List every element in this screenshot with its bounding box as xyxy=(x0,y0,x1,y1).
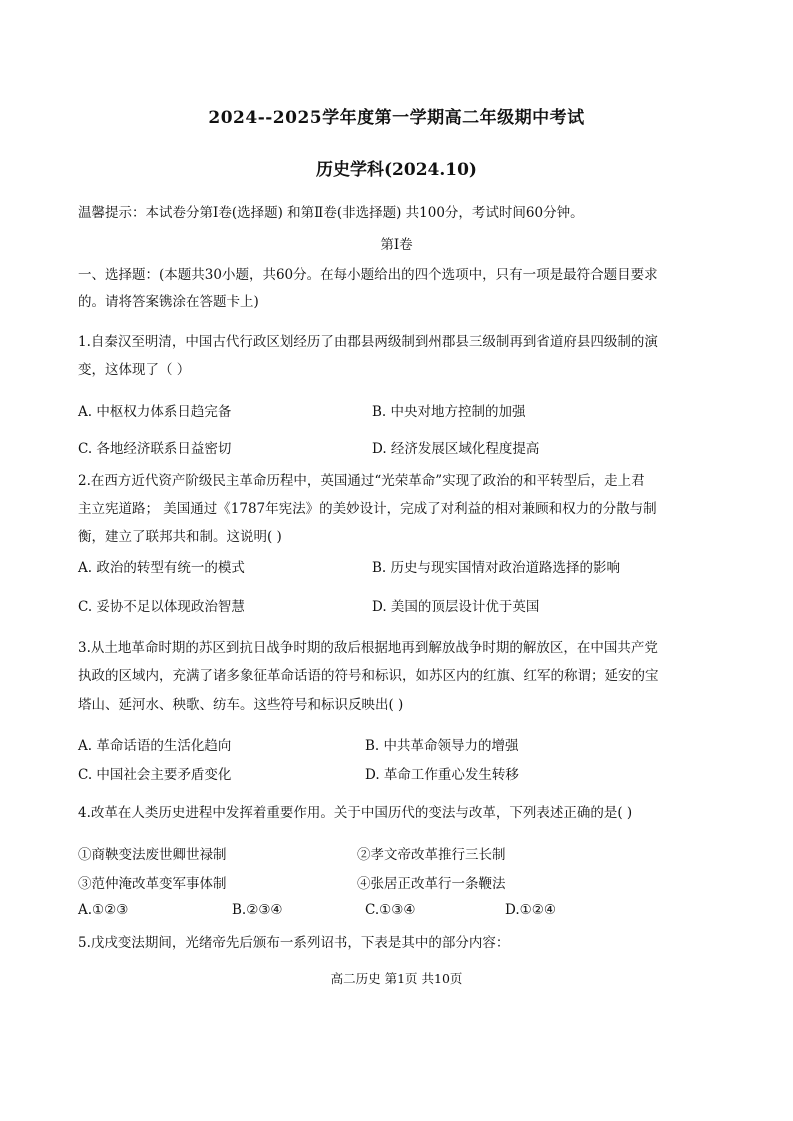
question-1-option-a: A. 中枢权力体系日趋完备 xyxy=(78,404,232,420)
question-4-option-a: A.①②③ xyxy=(78,902,129,918)
question-1-stem-line-1: 1.自秦汉至明清，中国古代行政区划经历了由郡县两级制到州郡县三级制再到省道府县四级制的演 xyxy=(78,334,658,350)
question-4-item-1: ①商鞅变法废世卿世禄制 xyxy=(78,847,227,863)
question-2-option-d: D. 美国的顶层设计优于英国 xyxy=(372,599,540,615)
question-2-stem-line-3: 衡，建立了联邦共和制。这说明( ) xyxy=(78,529,282,545)
question-5-stem: 5.戊戌变法期间，光绪帝先后颁布一系列诏书，下表是其中的部分内容： xyxy=(78,935,510,951)
question-1-option-c: C. 各地经济联系日益密切 xyxy=(78,441,232,457)
question-3-option-a: A. 革命话语的生活化趋向 xyxy=(78,738,232,754)
section-instruction-line-2: 的。请将答案镌涂在答题卡上) xyxy=(78,294,259,310)
question-2-option-a: A. 政治的转型有统一的模式 xyxy=(78,560,245,576)
exam-subtitle: 历史学科(2024.10) xyxy=(316,160,477,180)
question-3-stem-line-1: 3.从土地革命时期的苏区到抗日战争时期的敌后根据地再到解放战争时期的解放区，在中国共产党 xyxy=(78,640,658,656)
question-4-option-b: B.②③④ xyxy=(232,902,283,918)
question-4-option-c: C.①③④ xyxy=(365,902,416,918)
page-footer: 高二历史 第1页 共10页 xyxy=(330,971,463,986)
section-instruction-line-1: 一、选择题：(本题共30小题，共60分。在每小题给出的四个选项中，只有一项是最符合题目要求 xyxy=(78,267,658,283)
question-4-item-3: ③范仲淹改革变军事体制 xyxy=(78,876,227,892)
question-3-option-b: B. 中共革命领导力的增强 xyxy=(365,738,519,754)
question-1-stem-line-2: 变，这体现了（ ） xyxy=(78,362,191,378)
exam-title: 2024--2025学年度第一学期高二年级期中考试 xyxy=(208,108,585,128)
volume-label: 第Ⅰ卷 xyxy=(380,237,413,253)
question-2-stem-line-2: 主立宪道路； 美国通过《1787年宪法》的美妙设计，完成了对利益的相对兼顾和权力的分散与制 xyxy=(78,501,657,517)
question-2-option-b: B. 历史与现实国情对政治道路选择的影响 xyxy=(372,560,621,576)
question-4-item-2: ②孝文帝改革推行三长制 xyxy=(357,847,506,863)
question-3-option-d: D. 革命工作重心发生转移 xyxy=(365,767,519,783)
question-4-item-4: ④张居正改革行一条鞭法 xyxy=(357,876,506,892)
notice-text: 温馨提示：本试卷分第Ⅰ卷(选择题) 和第Ⅱ卷(非选择题) 共100分，考试时间60分钟。 xyxy=(78,205,584,221)
question-3-stem-line-2: 执政的区域内，充满了诸多象征革命话语的符号和标识，如苏区内的红旗、红军的称谓；延安的宝 xyxy=(78,668,659,684)
question-1-option-b: B. 中央对地方控制的加强 xyxy=(372,404,526,420)
question-4-option-d: D.①②④ xyxy=(505,902,556,918)
question-2-stem-line-1: 2.在西方近代资产阶级民主革命历程中，英国通过“光荣革命”实现了政治的和平转型后，走上君 xyxy=(78,473,645,489)
question-3-option-c: C. 中国社会主要矛盾变化 xyxy=(78,767,232,783)
question-1-option-d: D. 经济发展区域化程度提高 xyxy=(372,441,540,457)
question-4-stem: 4.改革在人类历史进程中发挥着重要作用。关于中国历代的变法与改革，下列表述正确的是( ) xyxy=(78,805,633,821)
question-3-stem-line-3: 塔山、延河水、秧歌、纺车。这些符号和标识反映出( ) xyxy=(78,697,404,713)
question-2-option-c: C. 妥协不足以体现政治智慧 xyxy=(78,599,245,615)
